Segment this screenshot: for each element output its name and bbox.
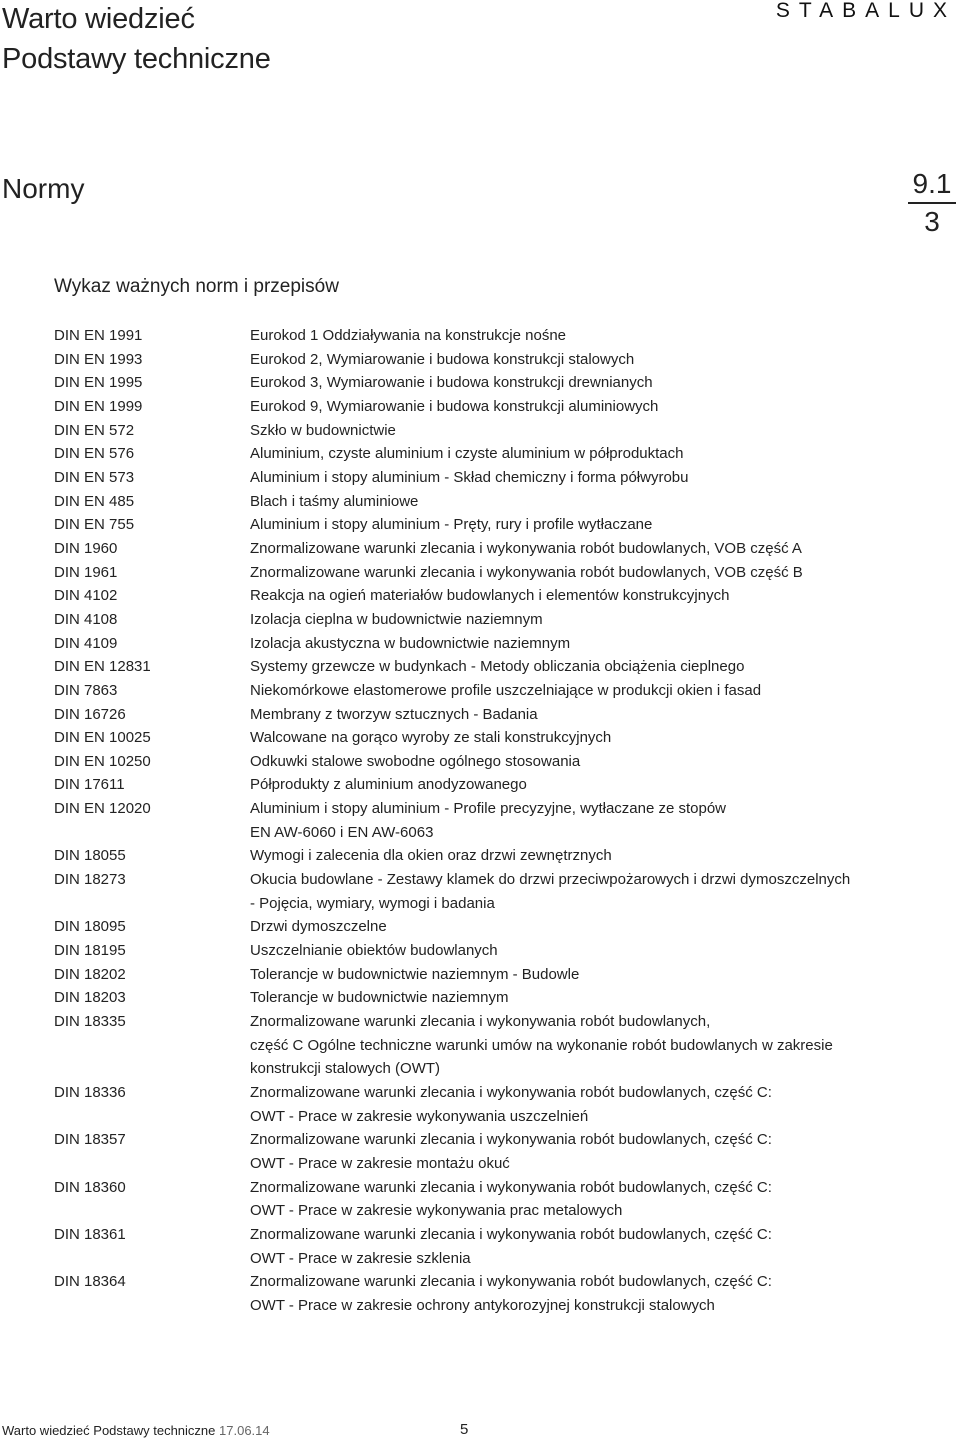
- norm-code: DIN 18335: [54, 1013, 126, 1031]
- norm-code: [54, 1152, 250, 1176]
- norm-code: DIN 18095: [54, 918, 126, 936]
- norm-description: Blach i taśmy aluminiowe: [250, 492, 419, 510]
- norm-row: [54, 395, 934, 419]
- norm-row: [54, 490, 934, 514]
- stabalux-logo: STABALUX: [775, 0, 956, 22]
- norm-row: [54, 1034, 934, 1058]
- norm-row: [54, 1223, 934, 1247]
- norm-row: [54, 608, 934, 632]
- norm-code: DIN EN 12020: [54, 800, 151, 818]
- norm-row: [54, 915, 934, 939]
- norm-row: [54, 844, 934, 868]
- norm-row: [54, 371, 934, 395]
- norm-row: [54, 892, 934, 916]
- norm-code: DIN 18203: [54, 989, 126, 1007]
- norm-description: Drzwi dymoszczelne: [250, 918, 387, 936]
- norm-row: [54, 442, 934, 466]
- norm-description: Reakcja na ogień materiałów budowlanych i elementów konstrukcyjnych: [250, 587, 730, 605]
- norm-description: Membrany z tworzyw sztucznych - Badania: [250, 705, 538, 723]
- norm-code: DIN EN 485: [54, 492, 135, 510]
- norm-description: OWT - Prace w zakresie szklenia: [250, 1249, 471, 1267]
- norm-code: DIN EN 10025: [54, 729, 151, 747]
- norm-description: Tolerancje w budownictwie naziemnym - Budowle: [250, 965, 580, 983]
- norm-row: [54, 1081, 934, 1105]
- page-number: 5: [460, 1421, 469, 1438]
- norm-code: [54, 1294, 250, 1318]
- norm-description: Aluminium i stopy aluminium - Pręty, rury i profile wytłaczane: [250, 516, 653, 534]
- norm-row: [54, 1105, 934, 1129]
- norm-code: DIN 18055: [54, 847, 126, 865]
- norm-description: OWT - Prace w zakresie wykonywania uszczelnień: [250, 1107, 589, 1125]
- norm-row: [54, 1199, 934, 1223]
- norm-code: DIN 18360: [54, 1178, 126, 1196]
- norm-code: DIN EN 10250: [54, 752, 151, 770]
- norm-row: [54, 561, 934, 585]
- norm-row: [54, 1294, 934, 1318]
- norm-code: DIN 4108: [54, 610, 118, 628]
- norm-code: DIN 7863: [54, 681, 118, 699]
- norm-row: [54, 1057, 934, 1081]
- norm-description: OWT - Prace w zakresie ochrony antykorozyjnej konstrukcji stalowych: [250, 1296, 715, 1314]
- norm-description: Znormalizowane warunki zlecania i wykonywania robót budowlanych, część C:: [250, 1178, 772, 1196]
- norm-description: Niekomórkowe elastomerowe profile uszczelniające w produkcji okien i fasad: [250, 681, 762, 699]
- norm-code: DIN 18357: [54, 1131, 126, 1149]
- norm-row: [54, 537, 934, 561]
- norm-description: Wymogi i zalecenia dla okien oraz drzwi zewnętrznych: [250, 847, 612, 865]
- norm-code: DIN EN 755: [54, 516, 135, 534]
- norm-description: Półprodukty z aluminium anodyzowanego: [250, 776, 527, 794]
- norm-code: [54, 1057, 250, 1081]
- norm-code: DIN 18364: [54, 1273, 126, 1291]
- norm-description: - Pojęcia, wymiary, wymogi i badania: [250, 894, 495, 912]
- norm-description: Znormalizowane warunki zlecania i wykonywania robót budowlanych, VOB część B: [250, 563, 803, 581]
- list-heading: Wykaz ważnych norm i przepisów: [54, 276, 339, 297]
- norm-row: [54, 703, 934, 727]
- norm-description: Eurokod 1 Oddziaływania na konstrukcje nośne: [250, 327, 567, 344]
- norm-code: DIN 1961: [54, 563, 118, 581]
- norm-code: DIN EN 12831: [54, 658, 151, 676]
- norm-description: Znormalizowane warunki zlecania i wykonywania robót budowlanych,: [250, 1013, 711, 1031]
- norm-code: DIN EN 576: [54, 445, 135, 463]
- norm-row: [54, 986, 934, 1010]
- norm-description: Tolerancje w budownictwie naziemnym: [250, 989, 509, 1007]
- norm-description: Eurokod 3, Wymiarowanie i budowa konstrukcji drewnianych: [250, 374, 653, 392]
- norms-table: [54, 324, 934, 1318]
- norm-description: EN AW-6060 i EN AW-6063: [250, 823, 434, 841]
- norm-code: [54, 1034, 250, 1058]
- norm-description: Szkło w budownictwie: [250, 421, 396, 439]
- norm-code: DIN EN 572: [54, 421, 135, 439]
- norm-description: konstrukcji stalowych (OWT): [250, 1060, 441, 1078]
- norm-code: [54, 1199, 250, 1223]
- norm-row: [54, 1152, 934, 1176]
- norm-row: [54, 1270, 934, 1294]
- norm-row: [54, 821, 934, 845]
- norm-description: Odkuwki stalowe swobodne ogólnego stosowania: [250, 752, 581, 770]
- norm-code: DIN EN 1995: [54, 374, 143, 392]
- norm-row: [54, 324, 934, 348]
- norm-row: [54, 655, 934, 679]
- norm-row: [54, 584, 934, 608]
- norm-code: DIN 18336: [54, 1084, 126, 1101]
- norm-row: [54, 750, 934, 774]
- norm-description: Eurokod 9, Wymiarowanie i budowa konstrukcji aluminiowych: [250, 397, 659, 415]
- norm-row: [54, 1128, 934, 1152]
- norm-description: Izolacja akustyczna w budownictwie naziemnym: [250, 634, 571, 652]
- norm-code: DIN 18361: [54, 1225, 126, 1243]
- norm-description: Znormalizowane warunki zlecania i wykonywania robót budowlanych, część C:: [250, 1225, 772, 1243]
- norm-description: Znormalizowane warunki zlecania i wykonywania robót budowlanych, część C:: [250, 1131, 772, 1149]
- norm-description: Aluminium i stopy aluminium - Skład chemiczny i forma półwyrobu: [250, 468, 689, 486]
- norm-description: Okucia budowlane - Zestawy klamek do drzwi przeciwpożarowych i drzwi dymoszczelnych: [250, 871, 851, 889]
- norm-code: [54, 892, 250, 916]
- norm-code: DIN 1960: [54, 539, 118, 557]
- norm-row: [54, 1010, 934, 1034]
- norm-row: [54, 773, 934, 797]
- norm-description: OWT - Prace w zakresie montażu okuć: [250, 1154, 510, 1172]
- norm-description: Izolacja cieplna w budownictwie naziemnym: [250, 610, 543, 628]
- section-title: Normy: [2, 173, 85, 204]
- norm-description: Eurokod 2, Wymiarowanie i budowa konstrukcji stalowych: [250, 350, 635, 368]
- norm-code: [54, 821, 250, 845]
- section-number-top: 9.1: [908, 168, 956, 204]
- section-number-bottom: 3: [924, 206, 940, 237]
- norm-description: Znormalizowane warunki zlecania i wykonywania robót budowlanych, część C:: [250, 1273, 772, 1291]
- norm-code: DIN 18273: [54, 871, 126, 889]
- norm-code: DIN EN 1991: [54, 327, 143, 344]
- norm-code: [54, 1247, 250, 1271]
- norm-code: DIN 4109: [54, 634, 118, 652]
- norm-row: [54, 1176, 934, 1200]
- norm-description: Uszczelnianie obiektów budowlanych: [250, 942, 498, 960]
- norm-code: DIN 4102: [54, 587, 118, 605]
- norm-row: [54, 1247, 934, 1271]
- norm-code: [54, 1105, 250, 1129]
- norm-code: DIN 17611: [54, 776, 125, 794]
- document-title-line1: Warto wiedzieć: [2, 3, 195, 35]
- norm-row: [54, 466, 934, 490]
- norm-code: DIN 18195: [54, 942, 126, 960]
- norm-row: [54, 348, 934, 372]
- norm-code: DIN 16726: [54, 705, 126, 723]
- footer-date: 17.06.14: [219, 1423, 270, 1438]
- footer: [2, 1422, 270, 1439]
- norm-description: Systemy grzewcze w budynkach - Metody obliczania obciążenia cieplnego: [250, 658, 745, 676]
- footer-title: Warto wiedzieć Podstawy techniczne: [2, 1423, 216, 1438]
- norm-row: [54, 513, 934, 537]
- norm-description: Znormalizowane warunki zlecania i wykonywania robót budowlanych, część C:: [250, 1084, 772, 1101]
- norm-row: [54, 797, 934, 821]
- norm-description: Aluminium i stopy aluminium - Profile precyzyjne, wytłaczane ze stopów: [250, 800, 727, 818]
- section-number: [908, 168, 956, 238]
- norm-row: [54, 419, 934, 443]
- norm-code: DIN EN 1993: [54, 350, 143, 368]
- norm-description: Walcowane na gorąco wyroby ze stali konstrukcyjnych: [250, 729, 612, 747]
- norm-row: [54, 726, 934, 750]
- norm-row: [54, 632, 934, 656]
- norm-description: Aluminium, czyste aluminium i czyste aluminium w półproduktach: [250, 445, 684, 463]
- document-title-line2: Podstawy techniczne: [2, 43, 271, 75]
- norm-row: [54, 963, 934, 987]
- norm-row: [54, 868, 934, 892]
- norm-code: DIN 18202: [54, 965, 126, 983]
- norm-description: OWT - Prace w zakresie wykonywania prac metalowych: [250, 1202, 623, 1220]
- norm-description: część C Ogólne techniczne warunki umów na wykonanie robót budowlanych w zakresie: [250, 1036, 833, 1054]
- norm-code: DIN EN 573: [54, 468, 135, 486]
- norm-description: Znormalizowane warunki zlecania i wykonywania robót budowlanych, VOB część A: [250, 539, 802, 557]
- norm-row: [54, 679, 934, 703]
- norm-code: DIN EN 1999: [54, 397, 143, 415]
- norm-row: [54, 939, 934, 963]
